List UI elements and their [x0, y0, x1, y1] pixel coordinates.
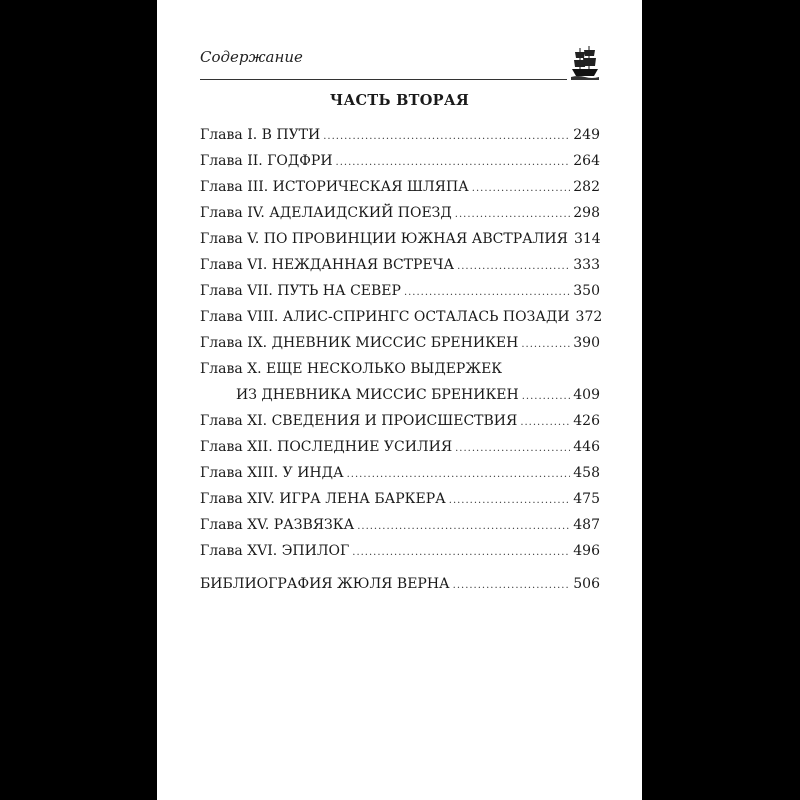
- dot-leader: [455, 202, 570, 228]
- toc-entry-title: Глава V. ПО ПРОВИНЦИИ ЮЖНАЯ АВСТРАЛИЯ: [200, 231, 568, 247]
- dot-leader: [336, 150, 571, 176]
- dot-leader: [357, 514, 570, 540]
- toc-entry-page: 487: [573, 517, 600, 533]
- toc-entry[interactable]: [200, 460, 600, 486]
- toc-entry-title: Глава II. ГОДФРИ: [200, 153, 333, 169]
- dot-leader: [522, 384, 571, 410]
- dot-leader: [472, 176, 570, 202]
- dot-leader: [347, 462, 571, 488]
- dot-leader: [453, 573, 571, 599]
- toc-entry[interactable]: [200, 356, 600, 382]
- toc-entry-title: ИЗ ДНЕВНИКА МИССИС БРЕНИКЕН: [236, 387, 519, 403]
- toc-entry-page: 264: [573, 153, 600, 169]
- toc-entry-page: 496: [573, 543, 600, 559]
- book-page: [157, 0, 642, 800]
- toc-entry-title: Глава IV. АДЕЛАИДСКИЙ ПОЕЗД: [200, 205, 452, 221]
- toc-entry-page: 372: [575, 309, 603, 325]
- toc-entry-title: Глава VI. НЕЖДАННАЯ ВСТРЕЧА: [200, 257, 455, 273]
- toc-entry-title: Глава X. ЕЩЕ НЕСКОЛЬКО ВЫДЕРЖЕК: [200, 361, 503, 377]
- dot-leader: [457, 254, 570, 280]
- toc-entry-page: 458: [573, 465, 600, 481]
- toc-entry[interactable]: [200, 330, 600, 356]
- toc-entry-page: 282: [573, 179, 600, 195]
- toc-entry-bibliography[interactable]: [200, 571, 600, 597]
- toc-entry-page: 506: [573, 576, 600, 592]
- toc-entry-title: Глава XV. РАЗВЯЗКА: [200, 517, 355, 533]
- toc-entry[interactable]: [200, 304, 603, 330]
- toc-entry-title: БИБЛИОГРАФИЯ ЖЮЛЯ ВЕРНА: [200, 576, 450, 592]
- toc-entry[interactable]: [200, 148, 600, 174]
- toc-entry-title: Глава XIV. ИГРА ЛЕНА БАРКЕРА: [200, 491, 446, 507]
- running-title: Содержание: [200, 48, 303, 66]
- toc-entry-page: 333: [573, 257, 600, 273]
- part-title: ЧАСТЬ ВТОРАЯ: [329, 92, 470, 109]
- dot-leader: [455, 436, 570, 462]
- toc-entry-title: Глава IX. ДНЕВНИК МИССИС БРЕНИКЕН: [200, 335, 519, 351]
- toc-entry[interactable]: [200, 226, 600, 252]
- toc-entry[interactable]: [200, 174, 600, 200]
- toc-entry-title: Глава VII. ПУТЬ НА СЕВЕР: [200, 283, 401, 299]
- header-rule: [200, 79, 567, 80]
- toc-entry-title: Глава III. ИСТОРИЧЕСКАЯ ШЛЯПА: [200, 179, 469, 195]
- toc-entry-title: Глава VIII. АЛИС-СПРИНГС ОСТАЛАСЬ ПОЗАДИ: [200, 309, 570, 325]
- toc-entry-page: 314: [573, 231, 601, 247]
- toc-entry-page: 426: [573, 413, 600, 429]
- toc-entry-page: 298: [573, 205, 600, 221]
- toc-entry[interactable]: [200, 486, 600, 512]
- toc-entry[interactable]: [200, 512, 600, 538]
- dot-leader: [323, 124, 570, 150]
- toc-entry-page: 446: [573, 439, 600, 455]
- toc-entry-page: 475: [573, 491, 600, 507]
- toc-entry[interactable]: [200, 252, 600, 278]
- table-of-contents: [200, 122, 603, 597]
- toc-entry[interactable]: [200, 122, 600, 148]
- dot-leader: [352, 540, 570, 566]
- toc-entry[interactable]: [200, 200, 600, 226]
- toc-entry-page: 390: [573, 335, 600, 351]
- dot-leader: [520, 410, 570, 436]
- dot-leader: [449, 488, 571, 514]
- ship-icon: [571, 44, 599, 80]
- toc-entry[interactable]: [200, 278, 600, 304]
- toc-entry-page: 249: [573, 127, 600, 143]
- toc-entry[interactable]: [200, 434, 600, 460]
- toc-entry-title: Глава XVI. ЭПИЛОГ: [200, 543, 350, 559]
- toc-entry[interactable]: [200, 538, 600, 564]
- toc-entry-title: Глава I. В ПУТИ: [200, 127, 321, 143]
- dot-leader: [404, 280, 570, 306]
- toc-entry-page: 350: [573, 283, 600, 299]
- toc-entry-page: 409: [573, 387, 600, 403]
- toc-entry-title: Глава XI. СВЕДЕНИЯ И ПРОИСШЕСТВИЯ: [200, 413, 518, 429]
- toc-entry[interactable]: [200, 408, 600, 434]
- toc-entry-title: Глава XIII. У ИНДА: [200, 465, 344, 481]
- dot-leader: [521, 332, 570, 358]
- toc-entry-title: Глава XII. ПОСЛЕДНИЕ УСИЛИЯ: [200, 439, 453, 455]
- toc-entry-continuation[interactable]: [200, 382, 600, 408]
